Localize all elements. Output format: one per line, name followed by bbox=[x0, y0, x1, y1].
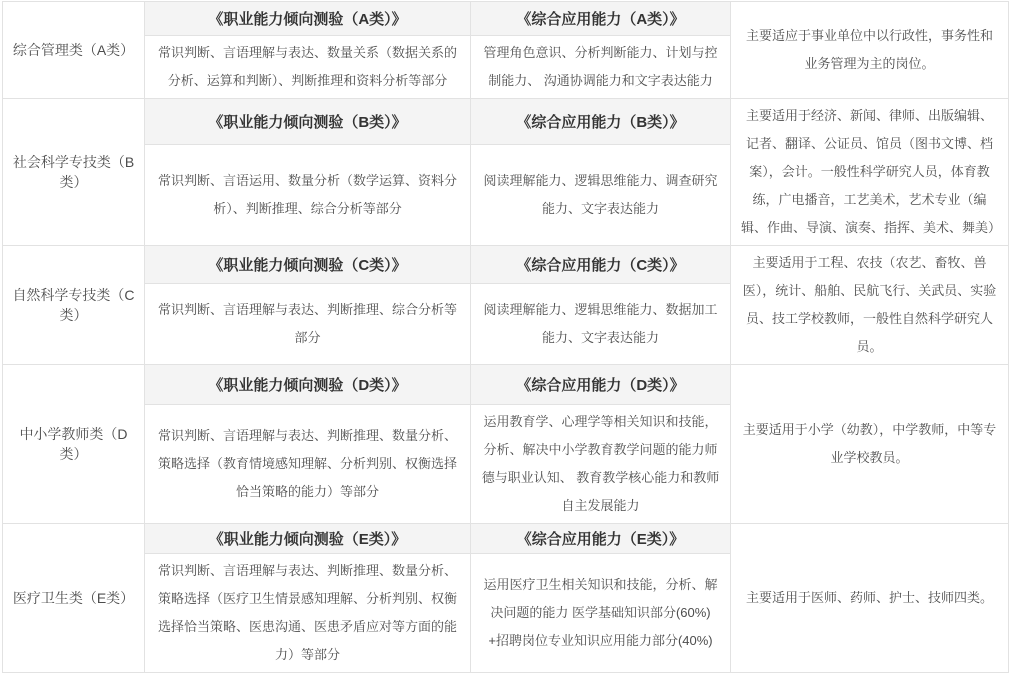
application-ability-title: 《综合应用能力（E类）》 bbox=[471, 524, 731, 554]
aptitude-test-title: 《职业能力倾向测验（D类）》 bbox=[145, 365, 471, 405]
exam-category-table bbox=[2, 1, 1009, 673]
table-row bbox=[3, 99, 1009, 145]
category-cell: 社会科学专技类（B类） bbox=[3, 99, 145, 246]
aptitude-test-title: 《职业能力倾向测验（E类）》 bbox=[145, 524, 471, 554]
applicable-positions-cell: 主要适用于经济、新闻、律师、出版编辑、记者、翻译、公证员、馆员（图书文博、档案），会计。一般性科学研究人员，体育教练，广电播音，工艺美术，艺术专业（编辑、作曲、导演、演奏、指挥、美术、舞美） bbox=[731, 99, 1009, 246]
aptitude-test-title: 《职业能力倾向测验（B类）》 bbox=[145, 99, 471, 145]
applicable-positions-cell: 主要适应于事业单位中以行政性，事务性和业务管理为主的岗位。 bbox=[731, 2, 1009, 99]
application-ability-title: 《综合应用能力（C类）》 bbox=[471, 246, 731, 284]
aptitude-test-desc: 常识判断、言语理解与表达、数量关系（数据关系的分析、运算和判断）、判断推理和资料分析等部分 bbox=[145, 36, 471, 99]
applicable-positions-cell: 主要适用于工程、农技（农艺、畜牧、兽医），统计、船舶、民航飞行、关武员、实验员、技工学校教师，一般性自然科学研究人员。 bbox=[731, 246, 1009, 365]
application-ability-title: 《综合应用能力（B类）》 bbox=[471, 99, 731, 145]
table-row bbox=[3, 524, 1009, 554]
aptitude-test-desc: 常识判断、言语理解与表达、判断推理、数量分析、 策略选择（教育情境感知理解、分析判别、权衡选择 恰当策略的能力）等部分 bbox=[145, 405, 471, 524]
application-ability-desc: 阅读理解能力、逻辑思维能力、数据加工能力、文字表达能力 bbox=[471, 284, 731, 365]
aptitude-test-desc: 常识判断、言语理解与表达、判断推理、综合分析等部分 bbox=[145, 284, 471, 365]
aptitude-test-title: 《职业能力倾向测验（C类）》 bbox=[145, 246, 471, 284]
aptitude-test-desc: 常识判断、言语理解与表达、判断推理、数量分析、 策略选择（医疗卫生情景感知理解、分析判别、权衡选择恰当策略、医患沟通、医患矛盾应对等方面的能力）等部分 bbox=[145, 554, 471, 673]
table-row bbox=[3, 365, 1009, 405]
table-row bbox=[3, 246, 1009, 284]
table-row bbox=[3, 2, 1009, 36]
application-ability-title: 《综合应用能力（A类）》 bbox=[471, 2, 731, 36]
applicable-positions-cell: 主要适用于医师、药师、护士、技师四类。 bbox=[731, 524, 1009, 673]
application-ability-desc: 阅读理解能力、逻辑思维能力、调查研究能力、文字表达能力 bbox=[471, 144, 731, 245]
application-ability-desc: 管理角色意识、分析判断能力、计划与控制能力、 沟通协调能力和文字表达能力 bbox=[471, 36, 731, 99]
application-ability-title: 《综合应用能力（D类）》 bbox=[471, 365, 731, 405]
category-cell: 中小学教师类（D类） bbox=[3, 365, 145, 524]
aptitude-test-desc: 常识判断、言语运用、数量分析（数学运算、资料分析）、判断推理、综合分析等部分 bbox=[145, 144, 471, 245]
application-ability-desc: 运用医疗卫生相关知识和技能，分析、解决问题的能力 医学基础知识部分(60%)+招聘岗位专业知识应用能力部分(40%) bbox=[471, 554, 731, 673]
category-cell: 自然科学专技类（C类） bbox=[3, 246, 145, 365]
application-ability-desc: 运用教育学、心理学等相关知识和技能，分析、解决中小学教育教学问题的能力师德与职业认知、 教育教学核心能力和教师自主发展能力 bbox=[471, 405, 731, 524]
applicable-positions-cell: 主要适用于小学（幼教），中学教师，中等专业学校教员。 bbox=[731, 365, 1009, 524]
category-cell: 医疗卫生类（E类） bbox=[3, 524, 145, 673]
category-cell: 综合管理类（A类） bbox=[3, 2, 145, 99]
aptitude-test-title: 《职业能力倾向测验（A类）》 bbox=[145, 2, 471, 36]
